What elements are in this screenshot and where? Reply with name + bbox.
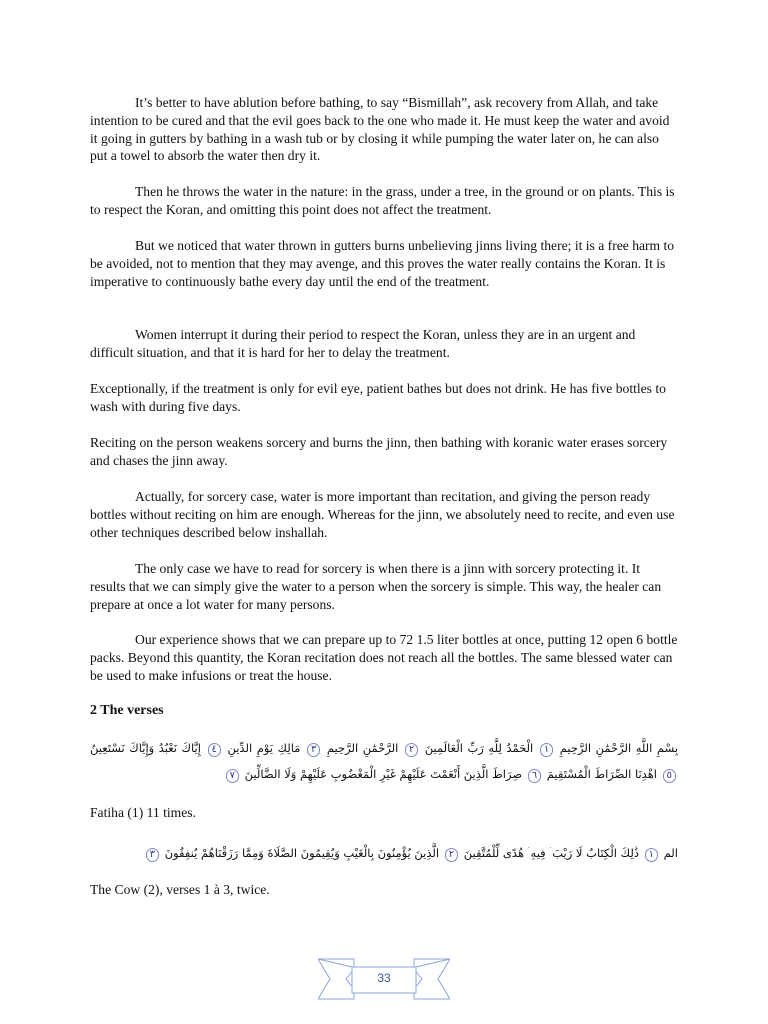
page-number-ribbon xyxy=(318,957,450,1001)
verse-number-marker: ١ xyxy=(540,743,553,757)
cow-verse-1: الم xyxy=(663,846,678,860)
fatiha-verses xyxy=(90,735,678,787)
verse-number-marker: ٣ xyxy=(146,848,159,862)
fatiha-verse-5: إِيَّاكَ نَعْبُدُ وَإِيَّاكَ نَسْتَعِينُ xyxy=(90,741,201,755)
verse-number-marker: ٦ xyxy=(528,769,541,783)
paragraph-throw-water: Then he throws the water in the nature: in the grass, under a tree, in the ground or on plants. This is to respect the Koran, and omitting this point does not affect the treatment. xyxy=(90,184,675,217)
paragraph-ablution: It’s better to have ablution before bathing, to say “Bismillah”, ask recovery from Allah, and take intention to be cured and that the evil goes back to the one who made it. He must keep the water and avoid it going in gutters by bathing in a wash tub or by closing it while pumping the water later on, he can also put a towel to absorb the water then dry it. xyxy=(90,95,670,164)
paragraph-reciting: Reciting on the person weakens sorcery and burns the jinn, then bathing with koranic water erases sorcery and chases the jinn away. xyxy=(90,435,668,468)
fatiha-verse-6: اهْدِنَا الصِّرَاطَ الْمُسْتَقِيمَ xyxy=(546,767,657,781)
verse-number-marker: ٢ xyxy=(445,848,458,862)
fatiha-verse-1: بِسْمِ اللَّهِ الرَّحْمَٰنِ الرَّحِيمِ xyxy=(559,741,679,755)
verse-number-marker: ١ xyxy=(645,848,658,862)
fatiha-verse-4: مَالِكِ يَوْمِ الدِّينِ xyxy=(227,741,301,755)
paragraph-gutters: But we noticed that water thrown in gutters burns unbelieving jinns living there; it is a free harm to be avoided, not to mention that they may avenge, and this proves the water really contains the Koran. It is imperative to continuously bathe every day until the end of the treatment. xyxy=(90,238,675,289)
paragraph-experience: Our experience shows that we can prepare up to 72 1.5 liter bottles at once, putting 12 open 6 bottle packs. Beyond this quantity, the Koran recitation does not reach all the bottles. The same blessed water can be used to make infusions or treat the house. xyxy=(90,632,678,683)
paragraph-evil-eye: Exceptionally, if the treatment is only for evil eye, patient bathes but does not drink. He has five bottles to wash with during five days. xyxy=(90,381,666,414)
cow-verses xyxy=(90,840,678,866)
cow-verse-3: الَّذِينَ يُؤْمِنُونَ بِالْغَيْبِ وَيُقِيمُونَ الصَّلَاةَ وَمِمَّا رَزَقْنَاهُمْ يُنفِقُونَ xyxy=(164,846,440,860)
page-number: 33 xyxy=(377,971,391,985)
fatiha-caption: Fatiha (1) 11 times. xyxy=(90,805,196,820)
verse-number-marker: ٢ xyxy=(405,743,418,757)
verse-number-marker: ٣ xyxy=(307,743,320,757)
cow-verse-2: ذَٰلِكَ الْكِتَابُ لَا رَيْبَ ۛ فِيهِ ۛ هُدًى لِّلْمُتَّقِينَ xyxy=(463,846,639,860)
paragraph-sorcery-water: Actually, for sorcery case, water is more important than recitation, and giving the person ready bottles without reciting on him are enough. Whereas for the jinn, we absolutely need to recite, and even use other techniques described below inshallah. xyxy=(90,489,675,540)
fatiha-verse-2: الْحَمْدُ لِلَّهِ رَبِّ الْعَالَمِينَ xyxy=(424,741,534,755)
section-heading: 2 The verses xyxy=(90,703,164,718)
fatiha-verse-3: الرَّحْمَٰنِ الرَّحِيمِ xyxy=(326,741,399,755)
verse-number-marker: ٧ xyxy=(226,769,239,783)
paragraph-women: Women interrupt it during their period to respect the Koran, unless they are in an urgent and difficult situation, and that it is hard for her to delay the treatment. xyxy=(90,327,636,360)
verse-number-marker: ٤ xyxy=(208,743,221,757)
fatiha-verse-7: صِرَاطَ الَّذِينَ أَنْعَمْتَ عَلَيْهِمْ غَيْرِ الْمَغْضُوبِ عَلَيْهِمْ وَلَا الضَّالِّينَ xyxy=(244,767,523,781)
cow-caption: The Cow (2), verses 1 à 3, twice. xyxy=(90,882,270,897)
paragraph-sorcery-jinn: The only case we have to read for sorcery is when there is a jinn with sorcery protecting it. It results that we can simply give the water to a person when the sorcery is simple. This way, the healer can prepare at once a lot water for many persons. xyxy=(90,561,662,612)
verse-number-marker: ٥ xyxy=(663,769,676,783)
